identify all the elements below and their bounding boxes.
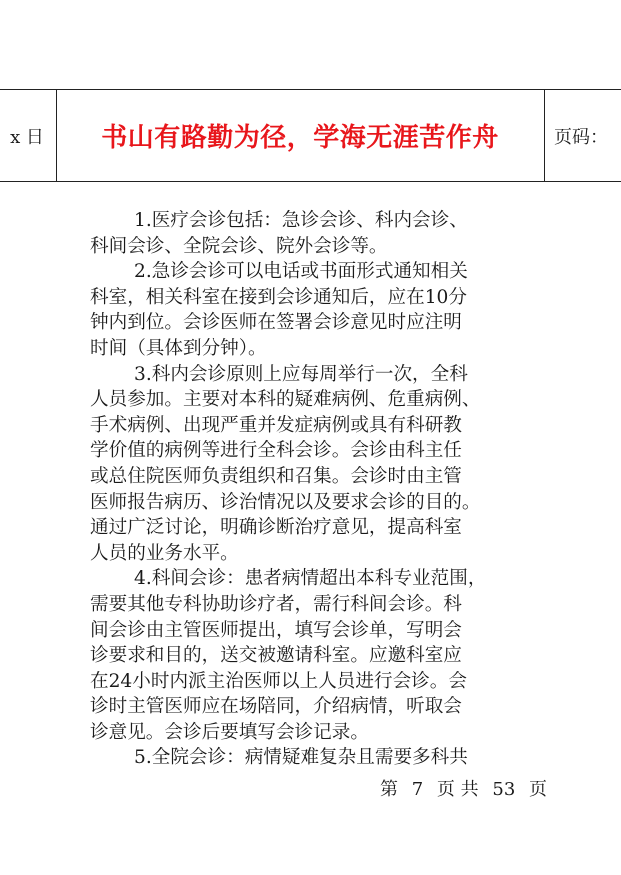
- body-line: 时间（具体到分钟）。: [90, 337, 267, 359]
- body-line: 人员参加。主要对本科的疑难病例、危重病例、: [90, 389, 481, 411]
- body-line: 1.医疗会诊包括：急诊会诊、科内会诊、: [134, 210, 468, 231]
- body-line: 诊时主管医师应在场陪同，介绍病情，听取会: [90, 696, 462, 718]
- body-line: 5.全院会诊：病情疑难复杂且需要多科共: [134, 747, 468, 769]
- body-line: 科间会诊、全院会诊、院外会诊等。: [90, 235, 388, 257]
- footer-current-page: 7: [411, 779, 424, 800]
- document-body: [90, 208, 550, 771]
- body-line: 3.科内会诊原则上应每周举行一次，全科: [134, 363, 468, 385]
- body-line: 钟内到位。会诊医师在签署会诊意见时应注明: [90, 312, 462, 334]
- body-line: 诊意见。会诊后要填写会诊记录。: [90, 721, 369, 743]
- body-line: 需要其他专科协助诊疗者，需行科间会诊。科: [90, 593, 462, 615]
- page-footer: [380, 775, 547, 801]
- body-line: 或总住院医师负责组织和召集。会诊时由主管: [90, 465, 462, 487]
- footer-prefix: 第: [380, 779, 398, 800]
- header-motto: 书山有路勤为径，学海无涯苦作舟: [56, 90, 545, 181]
- body-line: 医师报告病历、诊治情况以及要求会诊的目的。: [90, 491, 481, 513]
- body-line: 手术病例、出现严重并发症病例或具有科研教: [90, 414, 462, 436]
- body-line: 4.科间会诊：患者病情超出本科专业范围，: [134, 568, 487, 590]
- body-line: 诊要求和目的，送交被邀请科室。应邀科室应: [90, 645, 462, 667]
- body-line: 学价值的病例等进行全科会诊。会诊由科主任: [90, 440, 462, 462]
- body-line: 在24小时内派主治医师以上人员进行会诊。会: [90, 670, 467, 692]
- header-date-cell: x 日: [0, 90, 57, 181]
- header-table: [0, 89, 621, 182]
- body-line: 科室，相关科室在接到会诊通知后，应在10分: [90, 286, 467, 308]
- footer-middle: 页 共: [436, 779, 479, 800]
- body-line: 2.急诊会诊可以电话或书面形式通知相关: [134, 261, 468, 283]
- footer-suffix: 页: [529, 779, 548, 800]
- body-line: 人员的业务水平。: [90, 542, 239, 564]
- body-line: 间会诊由主管医师提出，填写会诊单，写明会: [90, 619, 462, 641]
- body-line: 通过广泛讨论，明确诊断治疗意见，提高科室: [90, 517, 462, 539]
- header-page-label: 页码：: [554, 126, 608, 148]
- footer-total-pages: 53: [492, 779, 516, 800]
